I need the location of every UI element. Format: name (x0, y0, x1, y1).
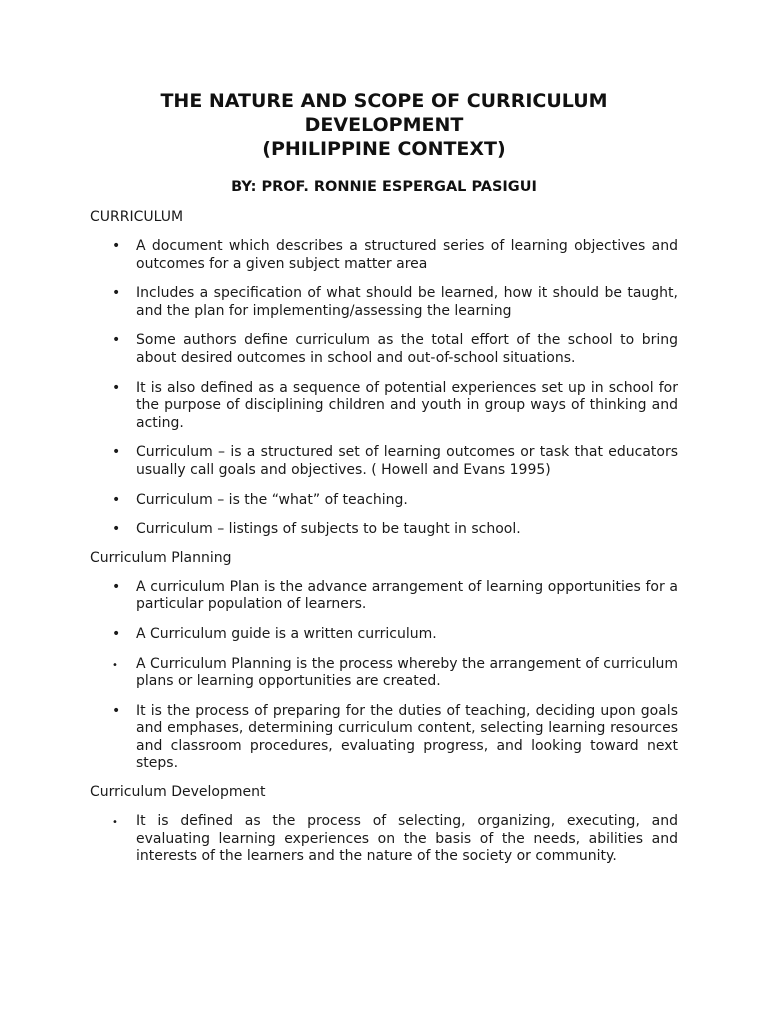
bullet-icon: • (112, 491, 121, 508)
bullet-icon: • (112, 332, 121, 349)
list-item-text: It is the process of preparing for the duties of teaching, deciding upon goals and emphases, determining curriculum content, selecting learning resources and classroom procedures, evaluating progress, and looking toward next steps. (136, 702, 678, 772)
list-item-text: A Curriculum Planning is the process whereby the arrangement of curriculum plans or learning opportunities are created. (136, 655, 678, 690)
list-item (90, 380, 678, 433)
list-item (90, 656, 678, 691)
list-item (90, 521, 678, 539)
bullet-icon: • (112, 379, 121, 396)
author-line: BY: PROF. RONNIE ESPERGAL PASIGUI (231, 179, 537, 195)
bullet-list (90, 813, 678, 866)
bullet-icon: • (112, 625, 121, 642)
section-curriculum-development (90, 783, 678, 866)
section-heading: Curriculum Planning (90, 549, 232, 566)
list-item-text: A Curriculum guide is a written curriculum. (136, 625, 437, 642)
list-item-text: Curriculum – is the “what” of teaching. (136, 491, 408, 508)
bullet-icon: • (112, 444, 121, 461)
list-item (90, 579, 678, 614)
section-heading: CURRICULUM (90, 209, 184, 225)
bullet-icon: • (112, 285, 121, 302)
section-curriculum (90, 208, 678, 539)
title-line: THE NATURE AND SCOPE OF CURRICULUM (160, 90, 608, 112)
document-title (90, 89, 678, 161)
bullet-list (90, 238, 678, 539)
list-item (90, 626, 678, 644)
list-item-text: It is also defined as a sequence of potential experiences set up in school for the purpose of disciplining children and youth in group ways of thinking and acting. (136, 379, 678, 431)
list-item-text: Some authors define curriculum as the total effort of the school to bring about desired outcomes in school and out-of-school situations. (136, 332, 678, 366)
list-item-text: A curriculum Plan is the advance arrangement of learning opportunities for a particular population of learners. (136, 578, 678, 613)
small-bullet-icon: • (112, 817, 118, 829)
title-line: DEVELOPMENT (304, 114, 464, 136)
list-item (90, 813, 678, 866)
list-item-text: A document which describes a structured series of learning objectives and outcomes for a given subject matter area (136, 238, 678, 272)
section-curriculum-planning (90, 549, 678, 773)
bullet-icon: • (112, 238, 121, 254)
list-item (90, 444, 678, 479)
title-line: (PHILIPPINE CONTEXT) (262, 138, 506, 160)
list-item (90, 332, 678, 367)
bullet-icon: • (112, 702, 121, 719)
list-item-text: Curriculum – is a structured set of learning outcomes or task that educators usually call goals and objectives. ( Howell and Evans 1995) (136, 444, 678, 478)
bullet-list (90, 579, 678, 773)
list-item (90, 238, 678, 273)
bullet-icon: • (112, 578, 121, 595)
list-item (90, 703, 678, 773)
bullet-icon: • (112, 521, 121, 538)
list-item-text: Curriculum – listings of subjects to be taught in school. (136, 521, 521, 538)
list-item-text: It is defined as the process of selecting, organizing, executing, and evaluating learning experiences on the basis of the needs, abilities and interests of the learners and the nature of the society or community. (136, 813, 678, 865)
small-bullet-icon: • (112, 659, 118, 671)
list-item (90, 492, 678, 510)
list-item (90, 285, 678, 320)
section-heading: Curriculum Development (90, 784, 266, 801)
list-item-text: Includes a specification of what should be learned, how it should be taught, and the plan for implementing/assessing the learning (136, 285, 678, 319)
